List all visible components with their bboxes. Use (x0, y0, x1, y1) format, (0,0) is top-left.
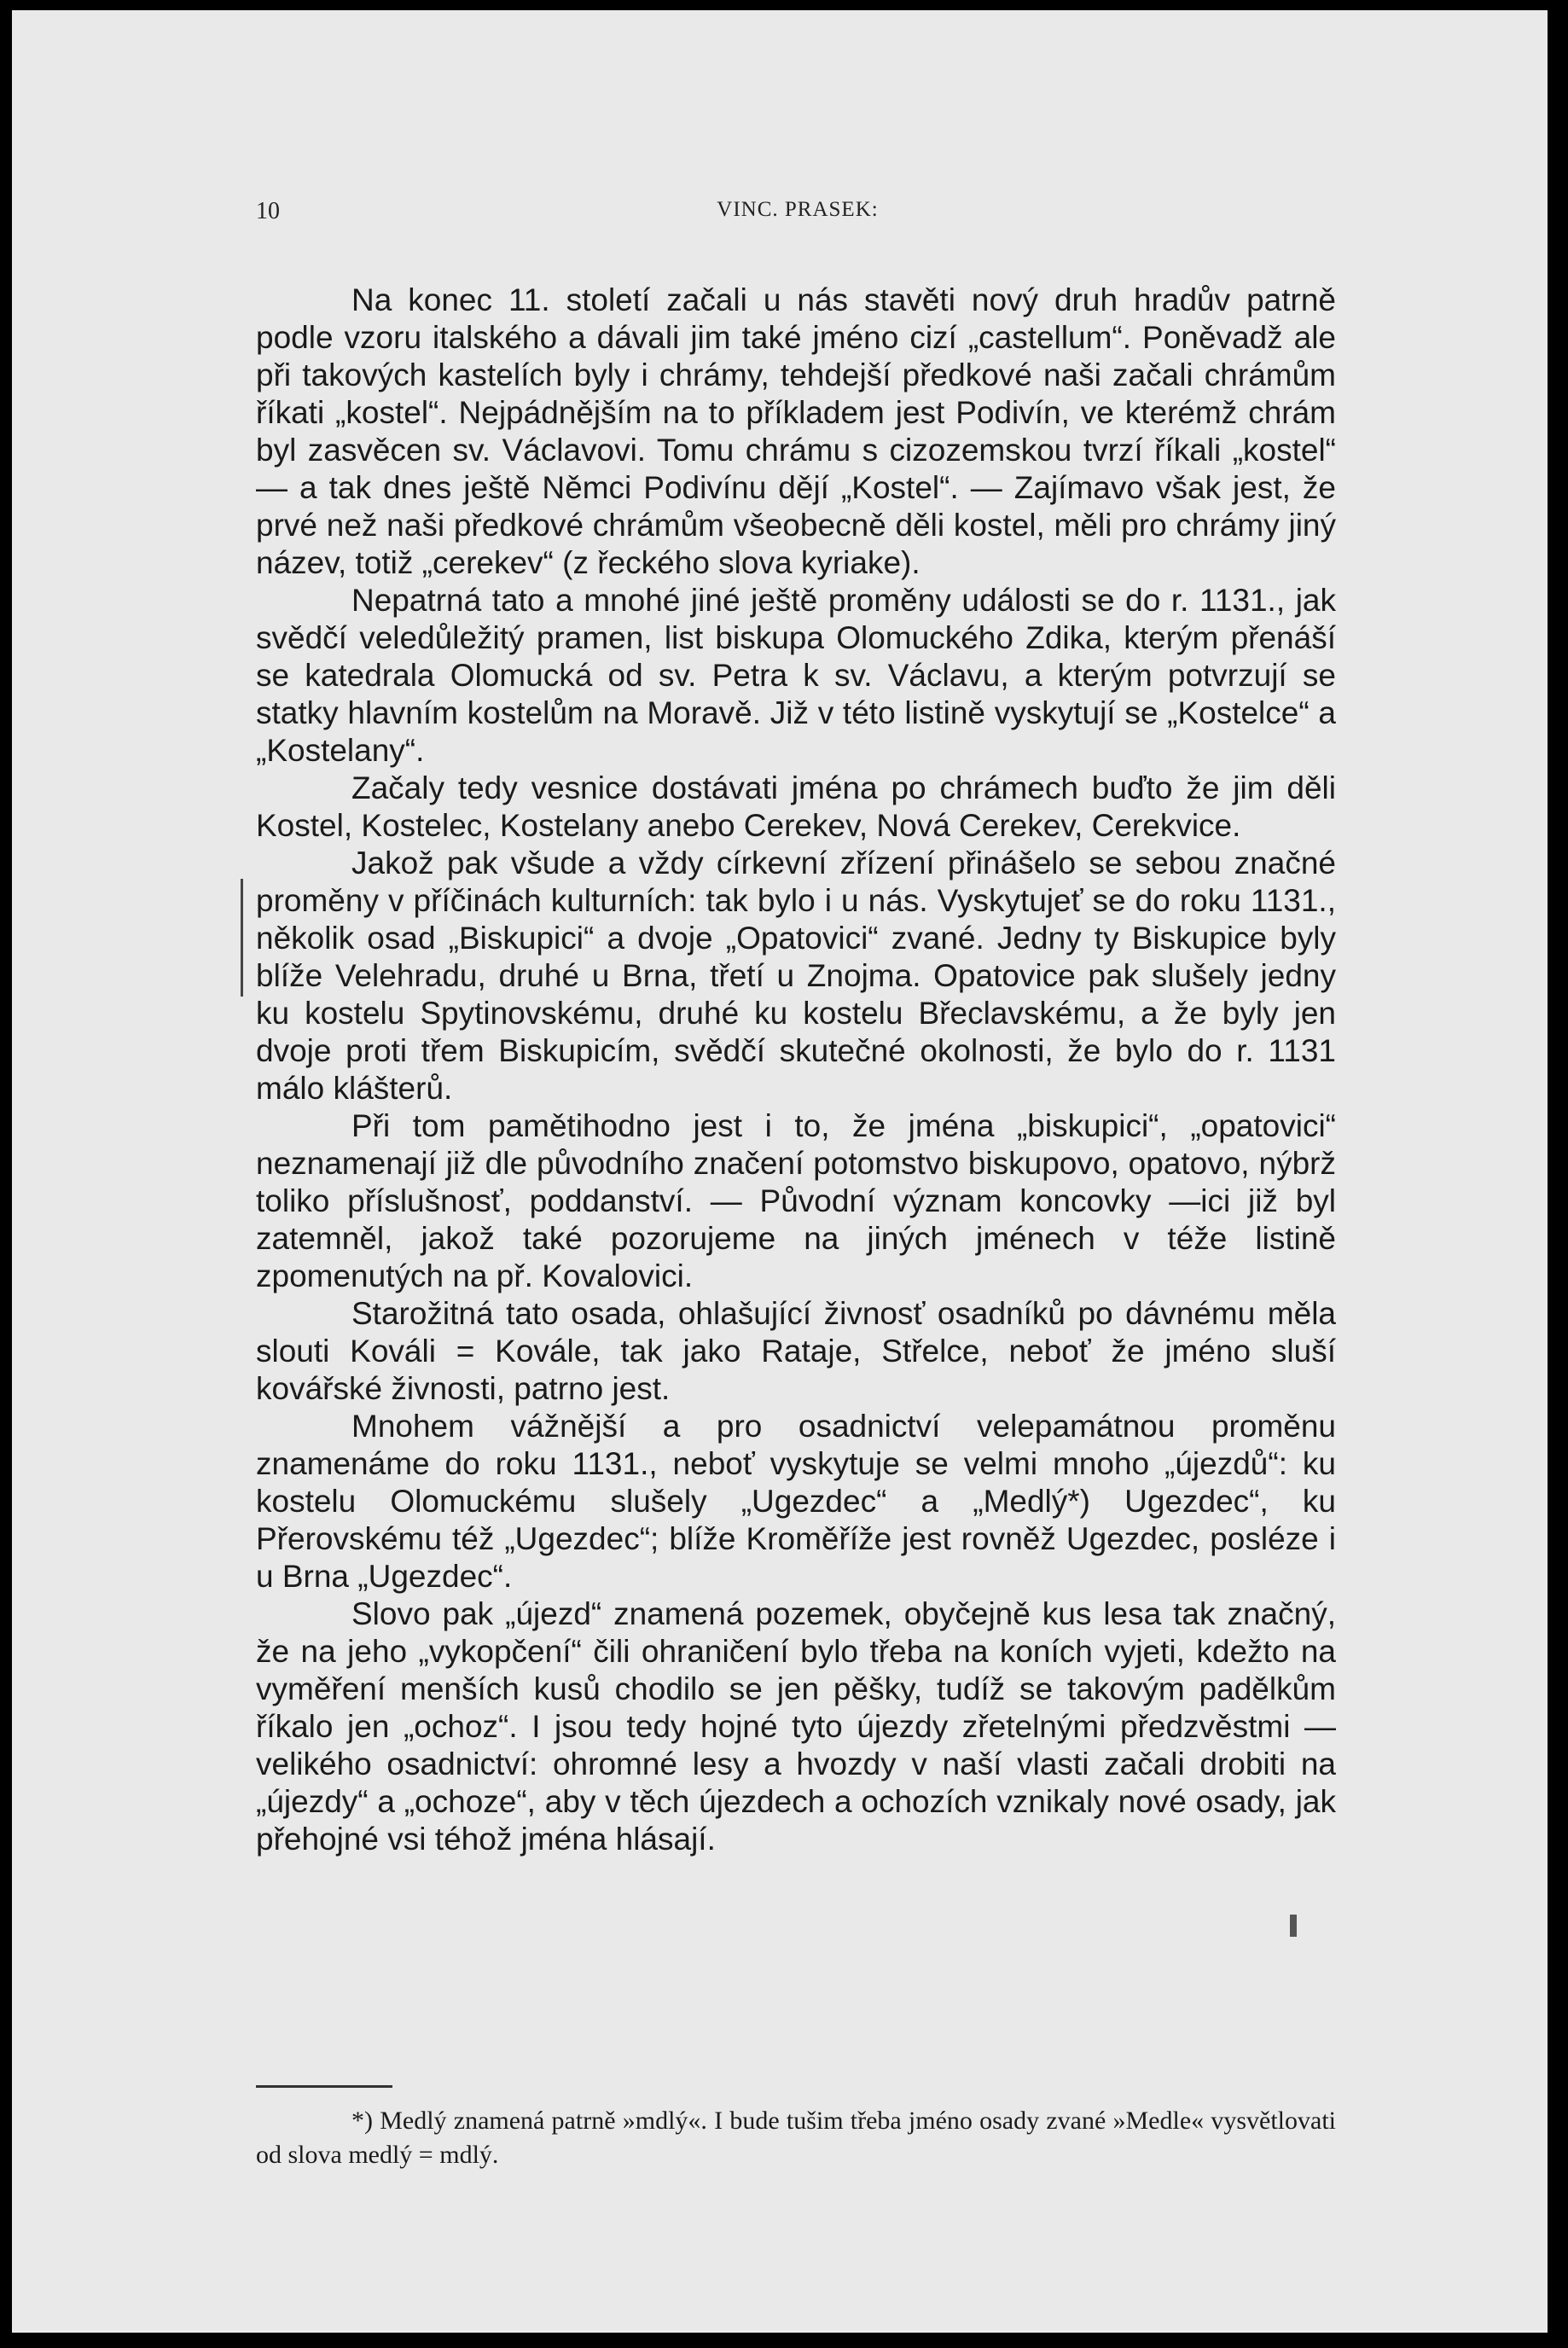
paragraph: Při tom pamětihodno jest i to, že jména „biskupici“, „opatovici“ neznamenají již dle původního značení potomstvo biskupovo, opatovo, nýbrž toliko příslušnosť, poddanství. — Původní význam koncovky —ici již byl zatemněl, jakož také pozorujeme na jiných jménech v téže listině zpomenutých na př. Kovalovici. (256, 1108, 1336, 1293)
paragraph: Slovo pak „újezd“ znamená pozemek, obyčejně kus lesa tak značný, že na jeho „vykopčení“ čili ohraničení bylo třeba na koních vyjeti, kdežto na vyměření menších kusů chodilo se jen pěšky, tudíž se takovým padělkům říkalo jen „ochoz“. I jsou tedy hojné tyto újezdy zřetelnými předzvěstmi — velikého osadnictví: ohromné lesy a hvozdy v naší vlasti začali drobiti na „újezdy“ a „ochoze“, aby v těch újezdech a ochozích vznikaly nové osady, jak přehojné vsi téhož jména hlásají. (256, 1596, 1336, 1857)
running-head-author: VINC. PRASEK: (717, 198, 879, 221)
footnote-divider (256, 2085, 392, 2088)
paragraph: Mnohem vážnější a pro osadnictví velepamátnou proměnu znamenáme do roku 1131., neboť vyskytuje se velmi mnoho „újezdů“: ku kostelu Olomuckému slušely „Ugezdec“ a „Medlý*) Ugezdec“, ku Přerovskému též „Ugezdec“; blíže Kroměříže jest rovněž Ugezdec, posléze i u Brna „Ugezdec“. (256, 1409, 1336, 1594)
paragraph: Na konec 11. století začali u nás stavěti nový druh hradův patrně podle vzoru italského a dávali jim také jméno cizí „castellum“. Poněvadž ale při takových kastelích byly i chrámy, tehdejší předkové naši začali chrámům říkati „kostel“. Nejpádnějším na to příkladem jest Podivín, ve kterémž chrám byl zasvěcen sv. Václavovi. Tomu chrámu s cizozemskou tvrzí říkali „kostel“ — a tak dnes ještě Němci Podivínu dějí „Kostel“. — Zajímavo však jest, že prvé než naši předkové chrámům všeobecně děli kostel, měli pro chrámy jiný název, totiž „cerekev“ (z řeckého slova kyriake). (256, 282, 1336, 580)
running-head (256, 198, 1339, 232)
body-text (256, 282, 1336, 1858)
margin-mark (1290, 1915, 1297, 1937)
footnote-text: *) Medlý znamená patrně »mdlý«. I bude tušim třeba jméno osady zvané »Medle« vysvětlovati od slova medlý = mdlý. (256, 2107, 1336, 2169)
paragraph: Nepatrná tato a mnohé jiné ještě proměny události se do r. 1131., jak svědčí veledůležitý pramen, list biskupa Olomuckého Zdika, kterým přenáší se katedrala Olomucká od sv. Petra k sv. Václavu, a kterým potvrzují se statky hlavním kostelům na Moravě. Již v této listině vyskytují se „Kostelce“ a „Kostelany“. (256, 583, 1336, 768)
footnote (256, 2104, 1336, 2172)
margin-bracket-mark (241, 879, 243, 997)
page-number: 10 (256, 198, 280, 224)
paragraph: Začaly tedy vesnice dostávati jména po chrámech buďto že jim děli Kostel, Kostelec, Kostelany anebo Cerekev, Nová Cerekev, Cerekvice. (256, 770, 1336, 843)
book-page (12, 10, 1548, 2333)
paragraph: Jakož pak všude a vždy církevní zřízení přinášelo se sebou značné proměny v příčinách kulturních: tak bylo i u nás. Vyskytujeť se do roku 1131., několik osad „Biskupici“ a dvoje „Opatovici“ zvané. Jedny ty Biskupice byly blíže Velehradu, druhé u Brna, třetí u Znojma. Opatovice pak slušely jedny ku kostelu Spytinovskému, druhé ku kostelu Břeclavskému, a že byly jen dvoje proti třem Biskupicím, svědčí skutečné okolnosti, že bylo do r. 1131 málo klášterů. (256, 846, 1336, 1106)
paragraph: Starožitná tato osada, ohlašující živnosť osadníků po dávnému měla slouti Kováli = Kovále, tak jako Rataje, Střelce, neboť že jméno sluší kovářské živnosti, patrno jest. (256, 1296, 1336, 1406)
